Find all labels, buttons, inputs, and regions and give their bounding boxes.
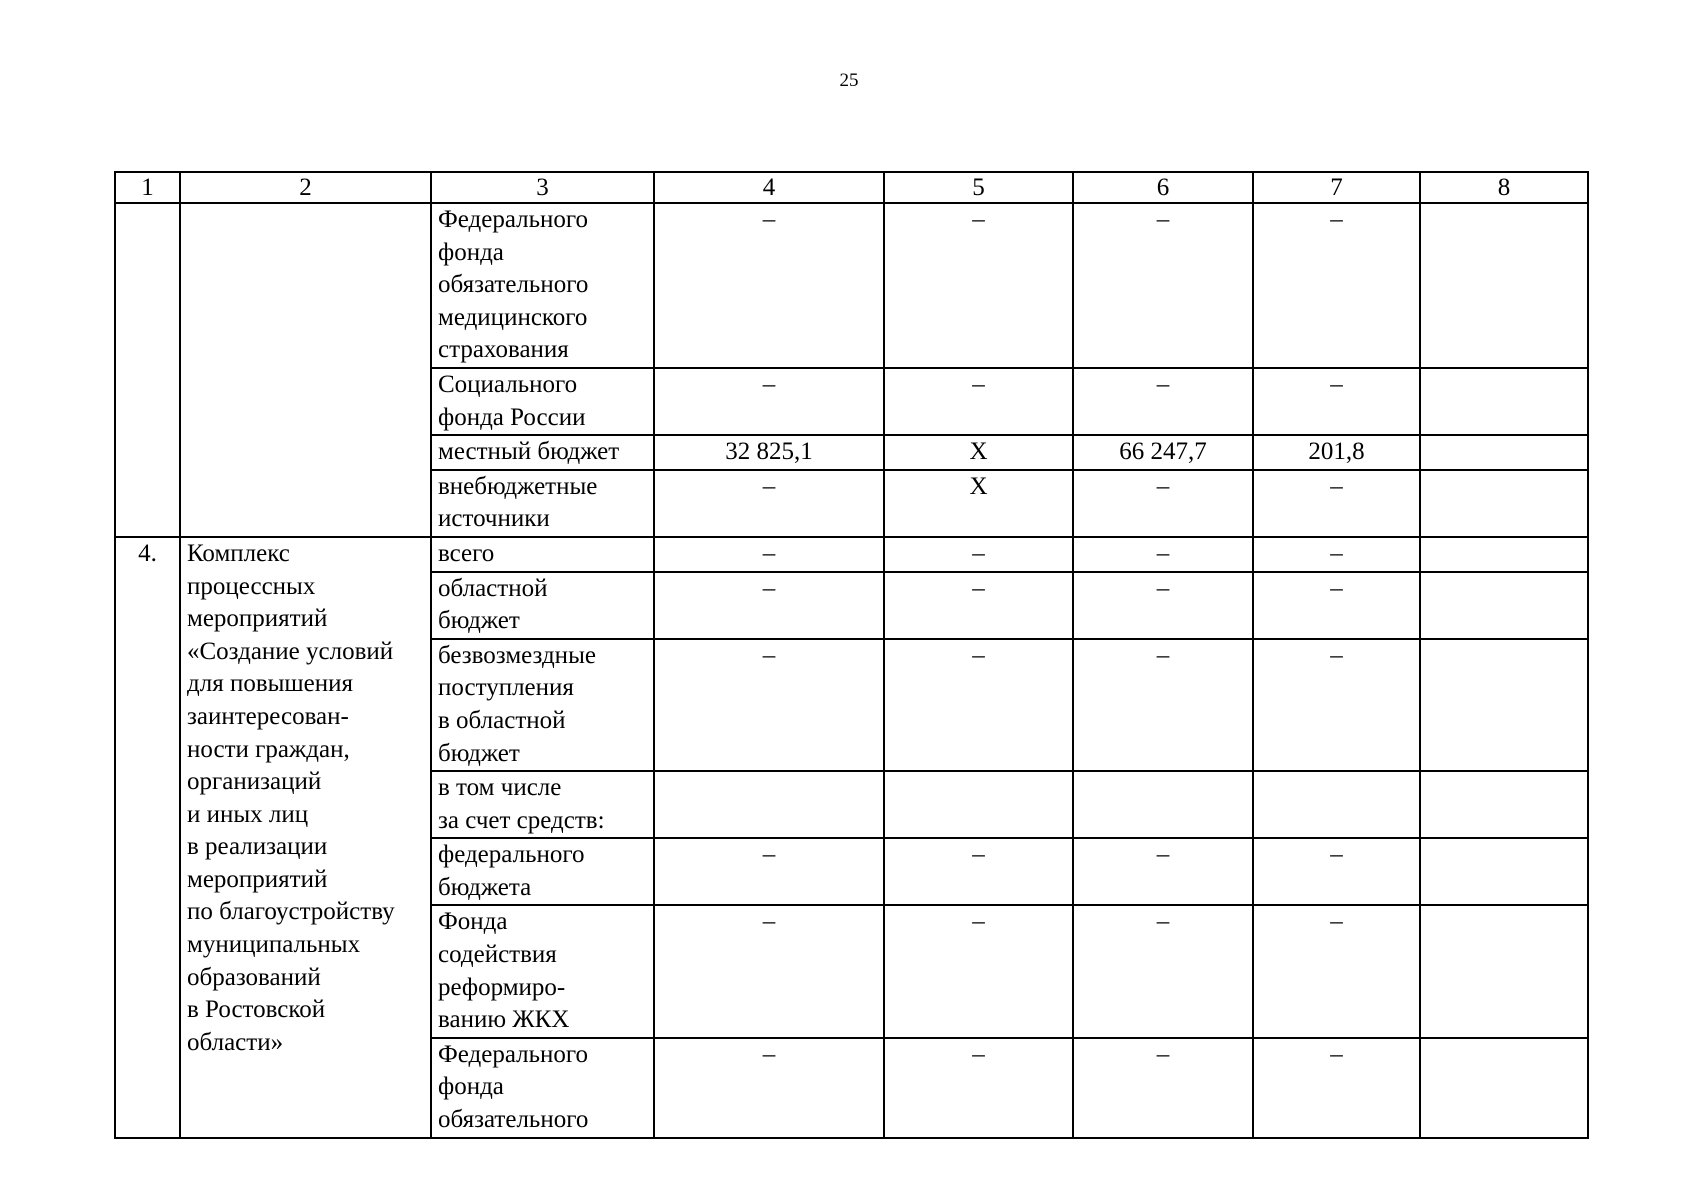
value-cell-col7: –	[1253, 905, 1420, 1037]
value-cell-col8	[1420, 470, 1588, 537]
value-cell-col6: –	[1073, 203, 1253, 368]
source-cell: федерального бюджета	[431, 838, 654, 905]
value-cell-col8	[1420, 771, 1588, 838]
value-cell-col8	[1420, 1038, 1588, 1138]
value-cell-col4: –	[654, 537, 884, 572]
row-number-cell	[115, 203, 180, 537]
source-cell: местный бюджет	[431, 435, 654, 470]
value-cell-col7: –	[1253, 203, 1420, 368]
value-cell-col6: –	[1073, 639, 1253, 771]
value-cell-col5: –	[884, 639, 1073, 771]
value-cell-col6: –	[1073, 537, 1253, 572]
budget-table	[114, 171, 1589, 1139]
value-cell-col5: –	[884, 1038, 1073, 1138]
value-cell-col5: –	[884, 572, 1073, 639]
source-cell: Федерального фонда обязательного	[431, 1038, 654, 1138]
header-cell: 5	[884, 172, 1073, 203]
value-cell-col5: –	[884, 838, 1073, 905]
source-cell: в том числе за счет средств:	[431, 771, 654, 838]
value-cell-col8	[1420, 537, 1588, 572]
value-cell-col6: –	[1073, 905, 1253, 1037]
value-cell-col4: –	[654, 572, 884, 639]
value-cell-col4: –	[654, 368, 884, 435]
value-cell-col4	[654, 771, 884, 838]
value-cell-col4: 32 825,1	[654, 435, 884, 470]
row-number-cell: 4.	[115, 537, 180, 1138]
value-cell-col8	[1420, 572, 1588, 639]
value-cell-col4: –	[654, 639, 884, 771]
value-cell-col8	[1420, 203, 1588, 368]
value-cell-col6: –	[1073, 1038, 1253, 1138]
value-cell-col6	[1073, 771, 1253, 838]
value-cell-col4: –	[654, 838, 884, 905]
value-cell-col6: –	[1073, 838, 1253, 905]
source-cell: Фонда содействия реформиро- ванию ЖКХ	[431, 905, 654, 1037]
value-cell-col6: –	[1073, 368, 1253, 435]
header-cell: 4	[654, 172, 884, 203]
value-cell-col7	[1253, 771, 1420, 838]
value-cell-col6: –	[1073, 572, 1253, 639]
value-cell-col7: –	[1253, 470, 1420, 537]
value-cell-col7: –	[1253, 639, 1420, 771]
table-row	[115, 537, 1588, 572]
value-cell-col8	[1420, 905, 1588, 1037]
source-cell: безвозмездные поступления в областной бюджет	[431, 639, 654, 771]
source-cell: областной бюджет	[431, 572, 654, 639]
value-cell-col4: –	[654, 1038, 884, 1138]
value-cell-col4: –	[654, 905, 884, 1037]
value-cell-col5: Х	[884, 470, 1073, 537]
header-cell: 1	[115, 172, 180, 203]
value-cell-col7: –	[1253, 1038, 1420, 1138]
header-row	[115, 172, 1588, 203]
value-cell-col7: –	[1253, 368, 1420, 435]
value-cell-col7: 201,8	[1253, 435, 1420, 470]
source-cell: Социального фонда России	[431, 368, 654, 435]
header-cell: 7	[1253, 172, 1420, 203]
header-cell: 8	[1420, 172, 1588, 203]
value-cell-col5	[884, 771, 1073, 838]
item-name-cell	[180, 203, 431, 537]
header-cell: 3	[431, 172, 654, 203]
source-cell: всего	[431, 537, 654, 572]
header-cell: 6	[1073, 172, 1253, 203]
item-name-cell: Комплекс процессных мероприятий «Создание условий для повышения заинтересован- ности граждан, организаций и иных лиц в реализации мероприятий по благоустройству муниципальных образований в Ростовской области»	[180, 537, 431, 1138]
value-cell-col7: –	[1253, 572, 1420, 639]
value-cell-col8	[1420, 838, 1588, 905]
source-cell: внебюджетные источники	[431, 470, 654, 537]
page-number: 25	[839, 70, 859, 91]
value-cell-col7: –	[1253, 838, 1420, 905]
header-cell: 2	[180, 172, 431, 203]
value-cell-col8	[1420, 639, 1588, 771]
source-cell: Федерального фонда обязательного медицинского страхования	[431, 203, 654, 368]
value-cell-col5: Х	[884, 435, 1073, 470]
value-cell-col8	[1420, 435, 1588, 470]
value-cell-col5: –	[884, 537, 1073, 572]
value-cell-col6: 66 247,7	[1073, 435, 1253, 470]
value-cell-col5: –	[884, 368, 1073, 435]
value-cell-col6: –	[1073, 470, 1253, 537]
value-cell-col4: –	[654, 470, 884, 537]
value-cell-col7: –	[1253, 537, 1420, 572]
value-cell-col5: –	[884, 203, 1073, 368]
value-cell-col5: –	[884, 905, 1073, 1037]
value-cell-col8	[1420, 368, 1588, 435]
value-cell-col4: –	[654, 203, 884, 368]
table-row	[115, 203, 1588, 368]
